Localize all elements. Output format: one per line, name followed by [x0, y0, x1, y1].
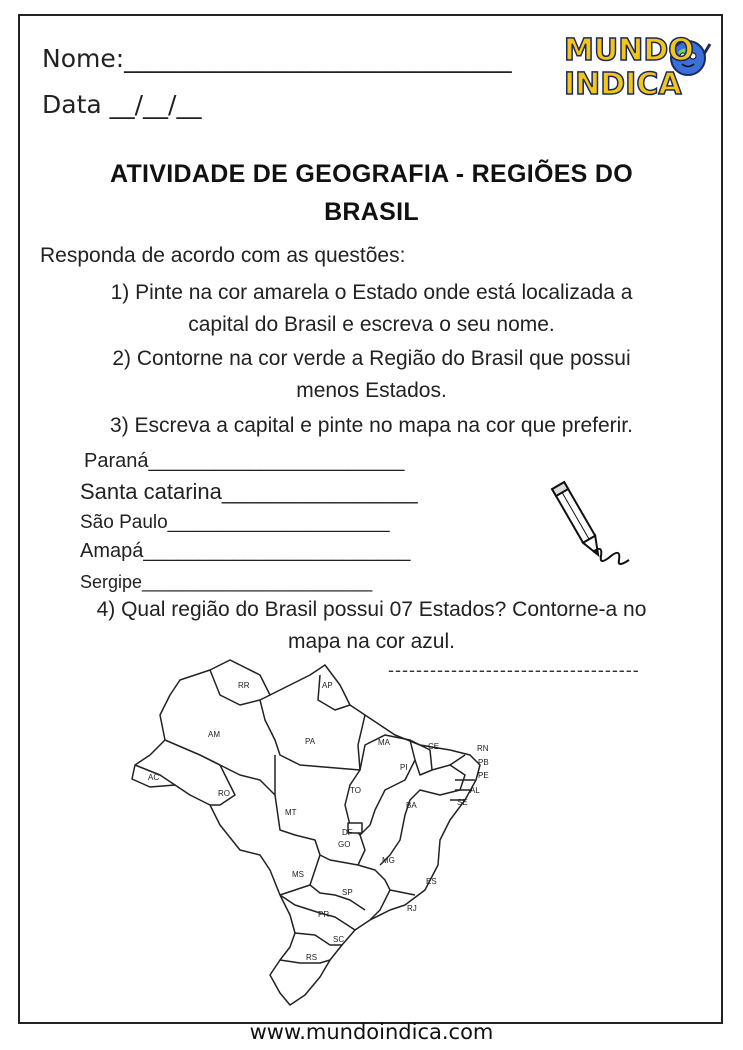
mundo-indica-logo: [562, 24, 722, 104]
state-label-df: DF: [342, 828, 353, 837]
footer-url[interactable]: www.mundoindica.com: [249, 1020, 494, 1044]
state-label-rr: RR: [238, 681, 250, 690]
state-label-pr: PR: [318, 910, 330, 919]
question-1-line1: 1) Pinte na cor amarela o Estado onde está localizada a: [110, 281, 633, 304]
state-label-ce: CE: [428, 742, 440, 751]
brazil-regions-map[interactable]: [120, 655, 500, 1015]
page-title-line2: BRASIL: [324, 198, 419, 226]
state-label-al: AL: [470, 786, 480, 795]
name-field[interactable]: Nome:_______________________________: [42, 44, 512, 73]
question-2-line1: 2) Contorne na cor verde a Região do Brasil que possui: [112, 347, 631, 370]
state-label-go: GO: [338, 840, 351, 849]
question-1-line2: capital do Brasil e escreva o seu nome.: [188, 313, 555, 336]
state-label-rn: RN: [477, 744, 489, 753]
date-field[interactable]: Data __/__/__: [42, 90, 202, 119]
state-label-pa: PA: [305, 737, 316, 746]
instructions-intro: Responda de acordo com as questões:: [40, 244, 406, 267]
fill-line-parana[interactable]: Paraná_______________________: [84, 450, 405, 472]
fill-line-sergipe[interactable]: Sergipe_______________________: [80, 572, 373, 592]
logo-text-indica: INDICA: [564, 67, 682, 102]
question-4-line1: 4) Qual região do Brasil possui 07 Estados? Contorne-a no: [96, 598, 647, 621]
state-label-ba: BA: [406, 801, 417, 810]
answer-line[interactable]: ------------------------------------: [388, 660, 640, 680]
state-label-mt: MT: [285, 808, 297, 817]
state-label-to: TO: [350, 786, 361, 795]
state-label-pi: PI: [400, 763, 408, 772]
question-3: 3) Escreva a capital e pinte no mapa na cor que preferir.: [110, 414, 633, 437]
state-label-mg: MG: [382, 856, 395, 865]
page-title-line1: ATIVIDADE DE GEOGRAFIA - REGIÕES DO: [109, 160, 634, 188]
question-2-line2: menos Estados.: [296, 379, 447, 402]
state-label-rs: RS: [306, 953, 318, 962]
state-label-ms: MS: [292, 870, 304, 879]
pencil-icon: [548, 478, 638, 578]
state-label-sc: SC: [333, 935, 345, 944]
fill-line-amapa[interactable]: Amapá________________________: [80, 540, 411, 562]
state-label-ac: AC: [148, 773, 160, 782]
fill-line-sao-paulo[interactable]: São Paulo_____________________: [80, 512, 390, 533]
fill-line-santa-catarina[interactable]: Santa catarina________________: [80, 479, 418, 504]
state-label-ma: MA: [378, 738, 390, 747]
logo-text-mundo: MUNDO: [564, 33, 694, 68]
state-label-se: SE: [457, 798, 468, 807]
state-label-es: ES: [426, 877, 437, 886]
state-label-ap: AP: [322, 681, 333, 690]
state-label-am: AM: [208, 730, 220, 739]
state-label-pe: PE: [478, 771, 489, 780]
state-label-ro: RO: [218, 789, 230, 798]
state-label-rj: RJ: [407, 904, 417, 913]
question-4-line2: mapa na cor azul.: [288, 630, 455, 653]
state-label-pb: PB: [478, 758, 489, 767]
state-label-sp: SP: [342, 888, 353, 897]
